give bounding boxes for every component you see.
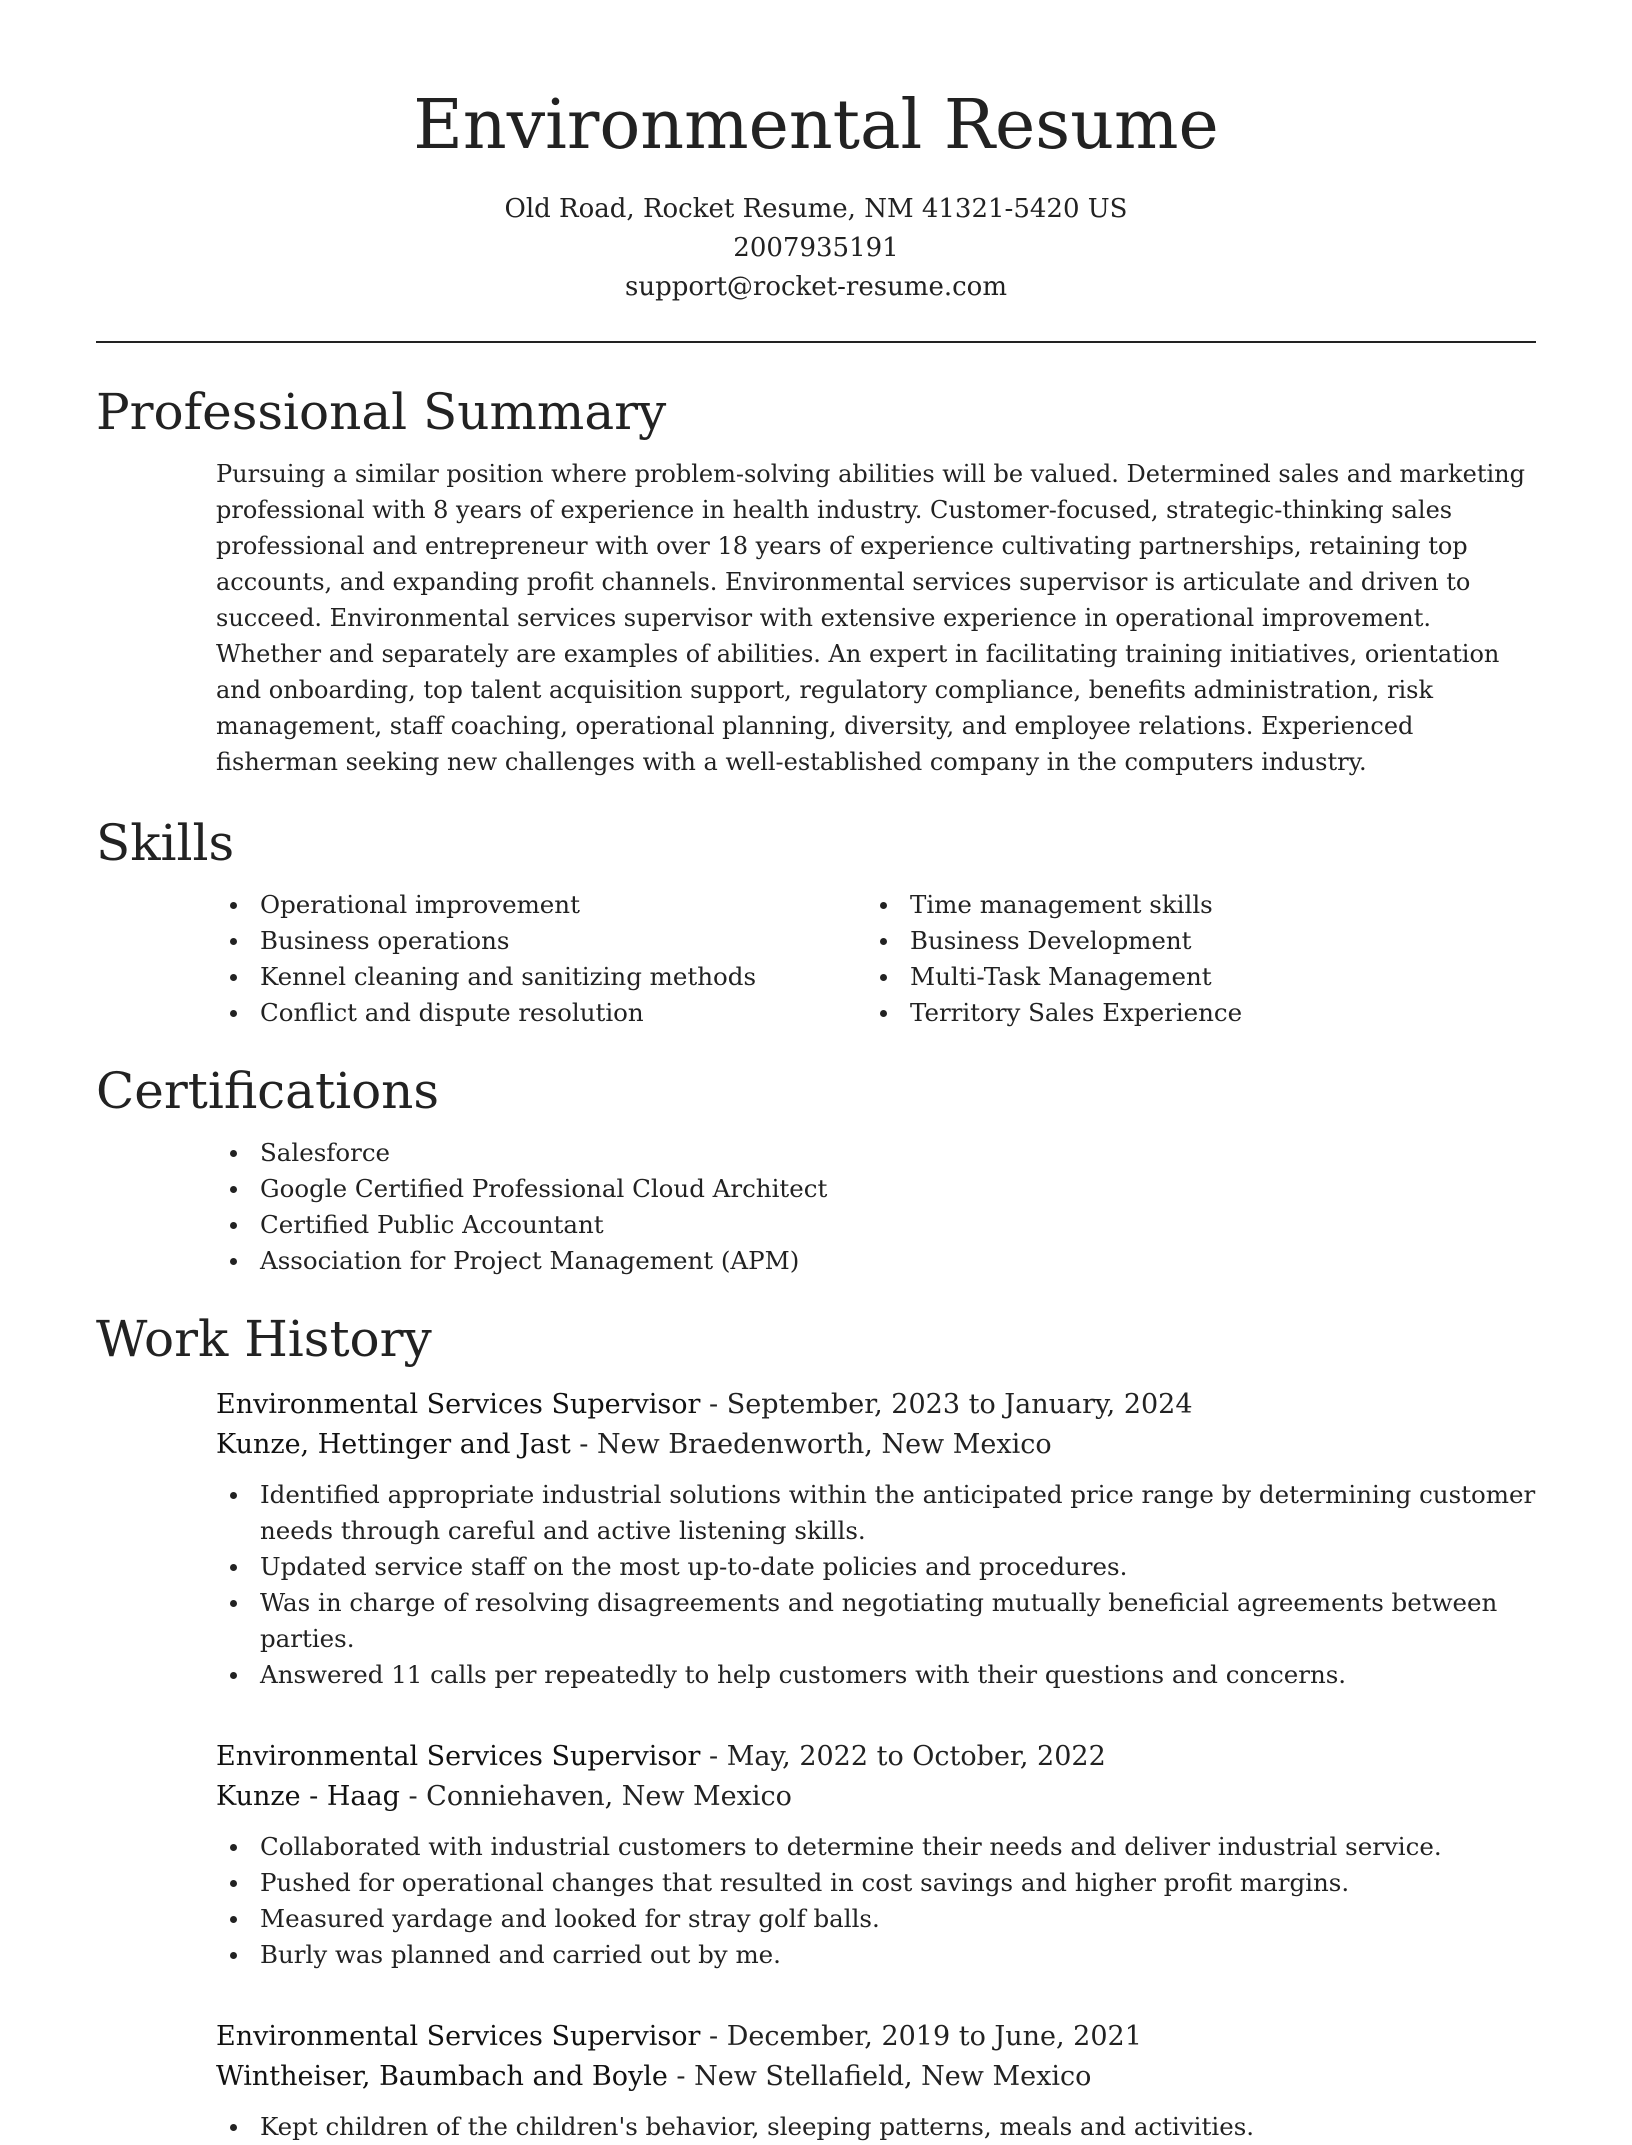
job-role: Environmental Services Supervisor <box>216 1389 701 1420</box>
job-role: Environmental Services Supervisor <box>216 1741 701 1772</box>
summary-heading: Professional Summary <box>96 383 667 441</box>
job-company-line <box>216 1425 1536 1465</box>
phone: 2007935191 <box>733 233 899 263</box>
skills-heading: Skills <box>96 814 235 872</box>
list-item: Was in charge of resolving disagreements and negotiating mutually beneficial agreements between parties. <box>216 1585 1536 1657</box>
address: Old Road, Rocket Resume, NM 41321-5420 US <box>504 194 1128 224</box>
job-entry <box>216 2017 1536 2145</box>
bullet-icon <box>230 1564 237 1571</box>
contact-info <box>0 190 1632 307</box>
list-item: Time management skills <box>866 887 1516 923</box>
list-item: Collaborated with industrial customers to determine their needs and deliver industrial service. <box>216 1829 1536 1865</box>
bullet-icon <box>230 938 237 945</box>
summary-text: Pursuing a similar position where problem-solving abilities will be valued. Determined sales and marketing professional with 8 years of experience in health industry. Customer-focused, strategic-thinking sales professional and entrepreneur with over 18 years of experience cultivating partnerships, retaining top accounts, and expanding profit channels. Environmental services supervisor is articulate and driven to succeed. Environmental services supervisor with extensive experience in operational improvement. Whether and separately are examples of abilities. An expert in facilitating training initiatives, orientation and onboarding, top talent acquisition support, regulatory compliance, benefits administration, risk management, staff coaching, operational planning, diversity, and employee relations. Experienced fisherman seeking new challenges with a well-established company in the computers industry. <box>216 460 1525 776</box>
list-item: Updated service staff on the most up-to-date policies and procedures. <box>216 1549 1536 1585</box>
job-bullets <box>216 2109 1536 2145</box>
job-company: Kunze, Hettinger and Jast <box>216 1429 571 1460</box>
bullet-icon <box>230 902 237 909</box>
job-company: Kunze - Haag <box>216 1781 400 1812</box>
list-item: Burly was planned and carried out by me. <box>216 1937 1536 1973</box>
job-role: Environmental Services Supervisor <box>216 2021 701 2052</box>
list-item: Conflict and dispute resolution <box>216 995 866 1031</box>
job-location: - New Braedenworth, New Mexico <box>570 1429 1052 1460</box>
list-item: Business Development <box>866 923 1516 959</box>
list-item: Certified Public Accountant <box>216 1207 1536 1243</box>
job-title-line <box>216 1385 1536 1425</box>
header-divider <box>96 341 1536 343</box>
job-bullets <box>216 1829 1536 1973</box>
list-item: Salesforce <box>216 1135 1536 1171</box>
bullet-icon <box>230 1916 237 1923</box>
bullet-icon <box>880 974 887 981</box>
bullet-icon <box>230 1952 237 1959</box>
bullet-icon <box>230 974 237 981</box>
job-dates: - December, 2019 to June, 2021 <box>700 2021 1142 2052</box>
certifications-list <box>216 1135 1536 1279</box>
list-item: Measured yardage and looked for stray golf balls. <box>216 1901 1536 1937</box>
list-item: Google Certified Professional Cloud Architect <box>216 1171 1536 1207</box>
list-item: Kept children of the children's behavior, sleeping patterns, meals and activities. <box>216 2109 1536 2145</box>
list-item: Pushed for operational changes that resulted in cost savings and higher profit margins. <box>216 1865 1536 1901</box>
skills-section <box>96 813 1536 1031</box>
work-history-section <box>96 1309 1536 2145</box>
job-title-line <box>216 2017 1536 2057</box>
list-item: Kennel cleaning and sanitizing methods <box>216 959 866 995</box>
job-dates: - May, 2022 to October, 2022 <box>700 1741 1106 1772</box>
list-item: Association for Project Management (APM) <box>216 1243 1536 1279</box>
skills-grid <box>216 887 1536 1031</box>
bullet-icon <box>230 1600 237 1607</box>
bullet-icon <box>880 902 887 909</box>
list-item: Identified appropriate industrial solutions within the anticipated price range by determining customer needs through careful and active listening skills. <box>216 1477 1536 1549</box>
bullet-icon <box>230 1492 237 1499</box>
list-item: Territory Sales Experience <box>866 995 1516 1031</box>
job-title-line <box>216 1737 1536 1777</box>
job-entry <box>216 1737 1536 1973</box>
job-entry <box>216 1385 1536 1693</box>
bullet-icon <box>230 1010 237 1017</box>
bullet-icon <box>230 1186 237 1193</box>
summary-section <box>96 382 1536 780</box>
skills-left-list <box>216 887 866 1031</box>
bullet-icon <box>230 1258 237 1265</box>
bullet-icon <box>230 1880 237 1887</box>
bullet-icon <box>230 1150 237 1157</box>
bullet-icon <box>880 938 887 945</box>
list-item: Multi-Task Management <box>866 959 1516 995</box>
bullet-icon <box>230 1844 237 1851</box>
skills-right-list <box>866 887 1516 1031</box>
certifications-heading: Certifications <box>96 1062 440 1120</box>
job-company: Wintheiser, Baumbach and Boyle <box>216 2061 668 2092</box>
bullet-icon <box>230 2124 237 2131</box>
job-company-line <box>216 2057 1536 2097</box>
work-history-heading: Work History <box>96 1310 432 1368</box>
job-dates: - September, 2023 to January, 2024 <box>700 1389 1193 1420</box>
job-location: - Conniehaven, New Mexico <box>399 1781 792 1812</box>
job-location: - New Stellafield, New Mexico <box>667 2061 1092 2092</box>
job-company-line <box>216 1777 1536 1817</box>
certifications-section <box>96 1061 1536 1279</box>
bullet-icon <box>230 1672 237 1679</box>
list-item: Answered 11 calls per repeatedly to help customers with their questions and concerns. <box>216 1657 1536 1693</box>
list-item: Business operations <box>216 923 866 959</box>
list-item: Operational improvement <box>216 887 866 923</box>
resume-header <box>0 0 1632 307</box>
job-bullets <box>216 1477 1536 1693</box>
email: support@rocket-resume.com <box>624 272 1007 302</box>
bullet-icon <box>880 1010 887 1017</box>
resume-title: Environmental Resume <box>413 86 1219 165</box>
bullet-icon <box>230 1222 237 1229</box>
